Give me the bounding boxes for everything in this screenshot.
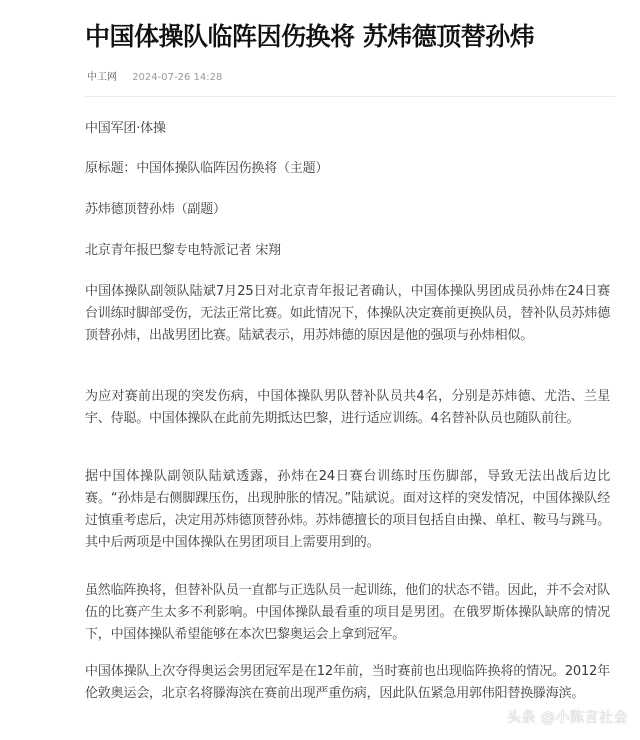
- article-title: 中国体操队临阵因伤换将 苏炜德顶替孙炜: [85, 22, 535, 51]
- paragraph: 中国体操队副领队陆斌7月25日对北京青年报记者确认，中国体操队男团成员孙炜在24日赛台训练时脚部受伤，无法正常比赛。如此情况下，体操队决定赛前更换队员，替补队员苏炜德顶替孙炜，出战男团比赛。陆斌表示，用苏炜德的原因是他的强项与孙炜相似。: [85, 284, 610, 343]
- subtitle: 苏炜德顶替孙炜（副题）: [85, 202, 226, 217]
- paragraph: 为应对赛前出现的突发伤病，中国体操队男队替补队员共4名，分别是苏炜德、尤浩、兰星宇、侍聪。中国体操队在此前先期抵达巴黎，进行适应训练。4名替补队员也随队前往。: [85, 389, 610, 426]
- publish-date: 2024-07-26 14:28: [132, 72, 223, 83]
- original-title: 原标题：中国体操队临阵因伤换将（主题）: [85, 161, 329, 176]
- source-link[interactable]: 中工网: [87, 72, 117, 83]
- section-tag: 中国军团·体操: [85, 121, 166, 136]
- watermark: 头条 @小陈言社会: [507, 710, 628, 726]
- paragraph: 据中国体操队副领队陆斌透露，孙炜在24日赛台训练时压伤脚部，导致无法出战后边比赛。“孙炜是右侧脚踝压伤，出现肿胀的情况。”陆斌说。面对这样的突发情况，中国体操队经过慎重考虑后，决定用苏炜德顶替孙炜。苏炜德擅长的项目包括自由操、单杠、鞍马与跳马。其中后两项是中国体操队在男团项目上需要用到的。: [85, 469, 610, 550]
- paragraph: 虽然临阵换将，但替补队员一直都与正选队员一起训练，他们的状态不错。因此，并不会对队伍的比赛产生太多不利影响。中国体操队最看重的项目是男团。在俄罗斯体操队缺席的情况下，中国体操队希望能够在本次巴黎奥运会上拿到冠军。: [85, 583, 610, 642]
- byline: 北京青年报巴黎专电特派记者 宋翔: [85, 243, 281, 258]
- divider: [85, 96, 615, 97]
- article-meta: [87, 71, 222, 85]
- paragraph: 中国体操队上次夺得奥运会男团冠军是在12年前，当时赛前也出现临阵换将的情况。2012年伦敦奥运会，北京名将滕海滨在赛前出现严重伤病，因此队伍紧急用郭伟阳替换滕海滨。: [85, 664, 610, 701]
